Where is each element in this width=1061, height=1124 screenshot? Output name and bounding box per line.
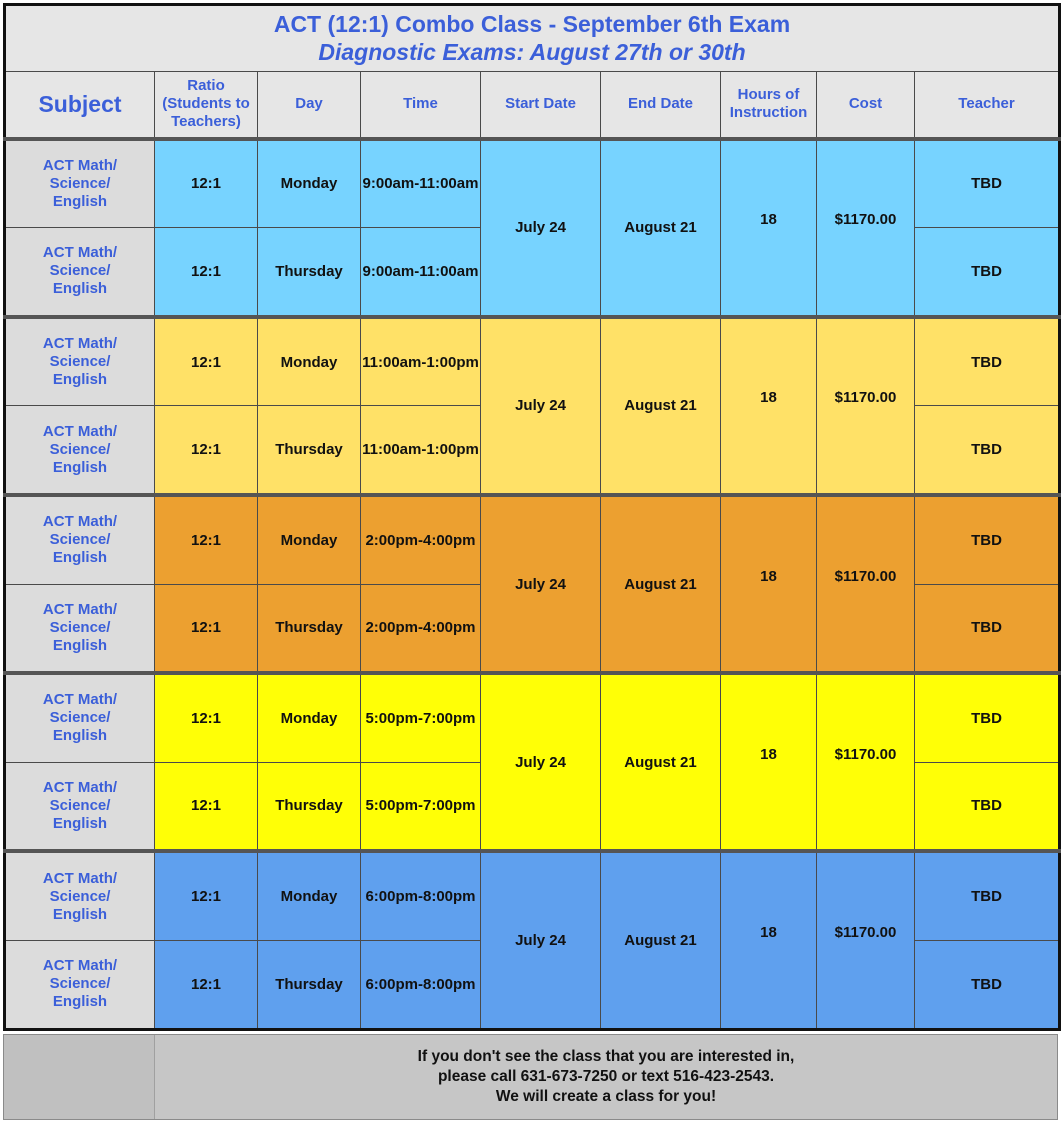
day-cell: Monday [258,495,361,584]
subject-cell [5,584,155,673]
subject-cell [5,495,155,584]
subject-line: ACT Math/ [42,957,118,975]
teacher-cell: TBD [915,851,1060,940]
subject-line: ACT Math/ [42,422,118,440]
subject-line: Science/ [49,887,111,905]
column-header-ratio-line: (Students to [162,95,250,113]
cost-cell [817,495,915,673]
teacher-cell: TBD [915,495,1060,584]
ratio-cell: 12:1 [155,317,258,406]
hours-cell-value: 18 [760,389,777,407]
ratio-cell: 12:1 [155,762,258,851]
time-cell: 5:00pm-7:00pm [361,673,481,762]
teacher-cell: TBD [915,673,1060,762]
start-date-cell: July 24 [481,851,601,1029]
time-cell: 9:00am-11:00am [361,228,481,317]
teacher-cell: TBD [915,228,1060,317]
subject-cell [5,762,155,851]
time-cell: 9:00am-11:00am [361,139,481,228]
subject-line: English [52,192,108,210]
subject-line: English [52,549,108,567]
subject-cell [5,228,155,317]
time-cell: 5:00pm-7:00pm [361,762,481,851]
column-header-teacher: Teacher [915,71,1060,138]
day-cell: Monday [258,851,361,940]
hours-cell-value: 18 [760,924,777,942]
ratio-cell: 12:1 [155,495,258,584]
day-cell: Monday [258,139,361,228]
hours-cell [721,673,817,851]
subject-line: ACT Math/ [42,691,118,709]
hours-cell [721,851,817,1029]
column-header-day: Day [258,71,361,138]
subject-cell [5,851,155,940]
time-cell: 11:00am-1:00pm [361,317,481,406]
table-row [5,495,1060,584]
end-date-cell: August 21 [601,139,721,317]
day-cell: Monday [258,317,361,406]
subject-cell [5,139,155,228]
subject-line: English [52,636,108,654]
column-header-hours-line: Hours of [737,86,800,104]
subject-line: ACT Math/ [42,869,118,887]
subject-cell [5,317,155,406]
teacher-cell: TBD [915,406,1060,495]
table-row [5,139,1060,228]
subject-line: ACT Math/ [42,513,118,531]
subject-line: ACT Math/ [42,600,118,618]
ratio-cell: 12:1 [155,673,258,762]
day-cell: Thursday [258,584,361,673]
column-header-ratio-line: Teachers) [171,113,241,131]
subject-line: English [52,371,108,389]
ratio-cell: 12:1 [155,940,258,1029]
ratio-cell: 12:1 [155,139,258,228]
page-title: ACT (12:1) Combo Class - September 6th Exam [273,11,791,38]
subject-line: English [52,993,108,1011]
table-row [5,317,1060,406]
subject-line: English [52,905,108,923]
ratio-cell: 12:1 [155,584,258,673]
hours-cell-value: 18 [760,567,777,585]
subject-line: English [52,814,108,832]
subject-cell [5,673,155,762]
column-header-ratio [155,71,258,138]
subject-line: Science/ [49,618,111,636]
day-cell: Thursday [258,406,361,495]
footer-blank-cell [4,1035,155,1119]
subject-line: ACT Math/ [42,778,118,796]
hours-cell [721,495,817,673]
footer-line: If you don't see the class that you are interested in, [417,1048,795,1065]
column-header-time: Time [361,71,481,138]
subject-cell [5,940,155,1029]
subject-cell [5,406,155,495]
hours-cell [721,139,817,317]
subject-line: Science/ [49,262,111,280]
footer-line: We will create a class for you! [495,1088,717,1105]
teacher-cell: TBD [915,139,1060,228]
start-date-cell: July 24 [481,673,601,851]
column-header-ratio-line: Ratio [187,77,225,95]
column-header-end-date: End Date [601,71,721,138]
subject-line: ACT Math/ [42,244,118,262]
subject-line: Science/ [49,796,111,814]
start-date-cell: July 24 [481,495,601,673]
column-header-cost: Cost [817,71,915,138]
footer-line: please call 631-673-7250 or text 516-423-2543. [437,1068,775,1085]
end-date-cell: August 21 [601,317,721,495]
column-header-subject: Subject [5,71,155,138]
day-cell: Thursday [258,762,361,851]
footer-message [155,1035,1057,1119]
footer-note [3,1034,1058,1120]
subject-line: English [52,280,108,298]
title-banner [5,5,1060,72]
teacher-cell: TBD [915,584,1060,673]
subject-line: Science/ [49,709,111,727]
page-subtitle: Diagnostic Exams: August 27th or 30th [318,39,746,66]
subject-line: ACT Math/ [42,335,118,353]
hours-cell [721,317,817,495]
time-cell: 6:00pm-8:00pm [361,851,481,940]
teacher-cell: TBD [915,317,1060,406]
end-date-cell: August 21 [601,495,721,673]
cost-cell-value: $1170.00 [834,567,897,585]
day-cell: Thursday [258,228,361,317]
time-cell: 6:00pm-8:00pm [361,940,481,1029]
start-date-cell: July 24 [481,317,601,495]
hours-cell-value: 18 [760,211,777,229]
subject-line: ACT Math/ [42,156,118,174]
cost-cell-value: $1170.00 [834,389,897,407]
teacher-cell: TBD [915,762,1060,851]
subject-line: Science/ [49,975,111,993]
class-schedule-table [3,3,1061,1031]
end-date-cell: August 21 [601,851,721,1029]
day-cell: Monday [258,673,361,762]
column-header-hours-line: Instruction [729,104,808,122]
cost-cell [817,851,915,1029]
subject-line: Science/ [49,440,111,458]
ratio-cell: 12:1 [155,406,258,495]
subject-line: English [52,727,108,745]
subject-line: Science/ [49,531,111,549]
cost-cell-value: $1170.00 [834,745,897,763]
time-cell: 2:00pm-4:00pm [361,584,481,673]
cost-cell [817,673,915,851]
cost-cell [817,317,915,495]
hours-cell-value: 18 [760,745,777,763]
table-row [5,673,1060,762]
column-header-hours [721,71,817,138]
day-cell: Thursday [258,940,361,1029]
time-cell: 2:00pm-4:00pm [361,495,481,584]
ratio-cell: 12:1 [155,851,258,940]
table-row [5,851,1060,940]
cost-cell-value: $1170.00 [834,924,897,942]
column-header-start-date: Start Date [481,71,601,138]
teacher-cell: TBD [915,940,1060,1029]
subject-line: English [52,458,108,476]
subject-line: Science/ [49,174,111,192]
end-date-cell: August 21 [601,673,721,851]
start-date-cell: July 24 [481,139,601,317]
cost-cell-value: $1170.00 [834,211,897,229]
time-cell: 11:00am-1:00pm [361,406,481,495]
ratio-cell: 12:1 [155,228,258,317]
cost-cell [817,139,915,317]
subject-line: Science/ [49,353,111,371]
